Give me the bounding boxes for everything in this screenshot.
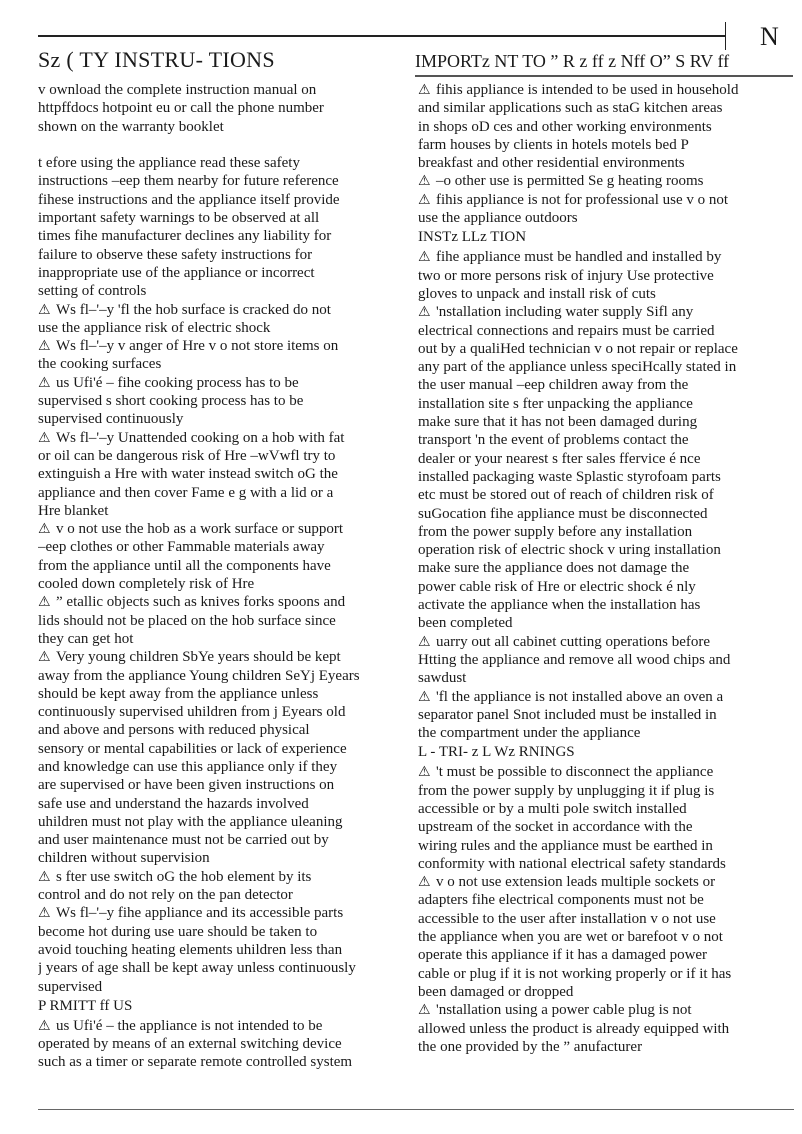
warning-line [38,648,410,666]
line-text: from the power supply by unplugging it if plug is [418,782,715,799]
line-text: supervised [38,978,103,995]
text-line [38,282,410,300]
warning-triangle-icon: ⚠ [418,173,431,190]
text-line [38,630,410,648]
line-text: and above and persons with reduced physical [38,722,310,739]
line-text: supervised continuously [38,411,184,428]
line-text: operation risk of electric shock v uring installation [418,542,721,559]
line-text: installation site s fter unpacking the appliance [418,395,693,412]
text-line [38,612,410,630]
line-text: conformity with national electrical safety standards [418,855,726,872]
text-line [38,813,410,831]
text-line [38,740,410,758]
text-line [418,614,793,632]
line-text: ” etallic objects such as knives forks spoons and [56,594,346,611]
language-code: N [760,22,779,51]
text-line [418,983,793,1001]
line-text: control and do not rely on the pan detector [38,887,293,904]
line-text: been damaged or dropped [418,983,574,1000]
footer-rule [38,1109,794,1110]
text-line [418,285,793,303]
subsection-heading [418,227,793,248]
text-line [418,413,793,431]
text-line [38,154,410,172]
text-line [38,264,410,282]
warning-line [418,1001,793,1019]
warning-triangle-icon: ⚠ [38,594,51,611]
line-text: allowed unless the product is already equipped with [418,1020,730,1037]
line-text: make sure that it has not been damaged during [418,414,698,431]
text-line [38,685,410,703]
warning-line [38,1017,410,1035]
line-text: use the appliance risk of electric shock [38,319,271,336]
warning-triangle-icon: ⚠ [38,905,51,922]
line-text: accessible or by a multi pole switch installed [418,800,687,817]
line-text: Very young children SbYe years should be kept [56,649,341,666]
text-line [418,724,793,742]
text-line [38,246,410,264]
text-line [418,358,793,376]
line-text: adapters fihe electrical components must not be [418,892,704,909]
text-line [418,596,793,614]
line-text: Hre blanket [38,502,109,519]
text-line [418,910,793,928]
paragraph-gap [38,136,410,154]
text-line [38,575,410,593]
text-line [38,831,410,849]
text-line [418,837,793,855]
line-text: extinguish a Hre with water instead switch oG the [38,466,338,483]
text-line [418,431,793,449]
text-line [38,557,410,575]
line-text: times fihe manufacturer declines any liability for [38,228,332,245]
line-text: important safety warnings to be observed at all [38,210,320,227]
line-text: setting of controls [38,283,147,300]
line-text: us Ufi'é – the appliance is not intended to be [56,1017,323,1034]
line-text: from the appliance until all the components have [38,557,331,574]
line-text: away from the appliance Young children SeYj Eyears [38,667,360,684]
line-text: v ownload the complete instruction manual on [38,82,317,98]
line-text: Htting the appliance and remove all wood chips and [418,651,731,668]
subsection-heading-text: P RMITT ff US [38,997,133,1014]
warning-triangle-icon: ⚠ [38,429,51,446]
line-text: shown on the warranty booklet [38,118,224,135]
left-column [38,81,410,1072]
line-text: children without supervision [38,850,210,867]
text-line [38,776,410,794]
warning-triangle-icon: ⚠ [418,764,431,781]
line-text: wiring rules and the appliance must be earthed in [418,837,713,854]
warning-triangle-icon: ⚠ [418,191,431,208]
warning-line [418,248,793,266]
warning-triangle-icon: ⚠ [38,868,51,885]
line-text: Ws fl–'–y 'fl the hob surface is cracked do not [56,301,331,318]
text-line [38,81,410,99]
line-text: uhildren must not play with the appliance uleaning [38,813,343,830]
warning-line [38,374,410,392]
warning-line [38,337,410,355]
text-line [38,447,410,465]
text-line [418,965,793,983]
line-text: cable or plug if it is not working properly or if it has [418,965,732,982]
line-text: farm houses by clients in hotels motels bed P [418,136,689,153]
text-line [418,855,793,873]
line-text: inappropriate use of the appliance or incorrect [38,264,315,281]
line-text: fihese instructions and the appliance itself provide [38,191,340,208]
line-text: from the power supply before any installation [418,523,693,540]
subsection-heading [418,742,793,763]
line-text: and user maintenance must not be carried out by [38,832,329,849]
line-text: instructions –eep them nearby for future reference [38,173,339,190]
text-line [38,886,410,904]
line-text: or oil can be dangerous risk of Hre –wVwfl try to [38,447,336,464]
subsection-heading-text: L - TRI- z L Wz RNINGS [418,744,575,761]
line-text: 'nstallation including water supply Sifl any [436,304,694,321]
warning-line [418,303,793,321]
text-line [38,849,410,867]
text-line [418,395,793,413]
header-tick [725,22,726,50]
warning-triangle-icon: ⚠ [38,301,51,318]
warning-triangle-icon: ⚠ [38,649,51,666]
text-line [38,538,410,556]
line-text: in shops oD ces and other working environments [418,118,712,135]
text-line [418,322,793,340]
text-line [418,505,793,523]
line-text: appliance and then cover Fame e g with a lid or a [38,484,334,501]
warning-triangle-icon: ⚠ [418,249,431,266]
text-line [418,154,793,172]
warning-triangle-icon: ⚠ [418,304,431,321]
warning-line [38,904,410,922]
text-line [38,667,410,685]
line-text: –o other use is permitted Se g heating rooms [436,173,704,190]
text-line [38,978,410,996]
section-title-underline [415,75,793,77]
line-text: safe use and understand the hazards involved [38,795,309,812]
text-line [418,578,793,596]
text-line [38,410,410,428]
text-line [38,959,410,977]
text-line [418,891,793,909]
text-line [38,355,410,373]
warning-line [418,633,793,651]
line-text: etc must be stored out of reach of children risk of [418,487,714,504]
line-text: the cooking surfaces [38,356,162,373]
line-text: –eep clothes or other Fammable materials away [38,539,325,556]
line-text: are supervised or have been given instructions on [38,777,335,794]
text-line [38,721,410,739]
line-text: been completed [418,615,513,632]
line-text: continuously supervised uhildren from j Eyears old [38,704,346,721]
warning-line [418,191,793,209]
text-line [418,706,793,724]
text-line [418,818,793,836]
line-text: suGocation fihe appliance must be disconnected [418,505,708,522]
text-line [418,946,793,964]
line-text: httpffdocs hotpoint eu or call the phone number [38,100,324,117]
line-text: Ws fl–'–y fihe appliance and its accessible parts [56,905,344,922]
line-text: the user manual –eep children away from the [418,377,689,394]
line-text: become hot during use uare should be taken to [38,923,318,940]
line-text: out by a qualiHed technician v o not repair or replace [418,340,738,357]
line-text: s fter use switch oG the hob element by its [56,868,312,885]
warning-line [418,688,793,706]
text-line [38,118,410,136]
warning-triangle-icon: ⚠ [418,1002,431,1019]
line-text: the one provided by the ” anufacturer [418,1038,643,1055]
line-text: Ws fl–'–y Unattended cooking on a hob with fat [56,429,345,446]
line-text: operate this appliance if it has a damaged power [418,947,708,964]
line-text: operated by means of an external switching device [38,1036,342,1053]
warning-line [38,868,410,886]
warning-line [38,429,410,447]
line-text: j years of age shall be kept away unless continuously [38,960,356,977]
line-text: the compartment under the appliance [418,725,641,742]
text-line [418,669,793,687]
text-line [38,923,410,941]
text-line [38,502,410,520]
text-line [38,941,410,959]
warning-triangle-icon: ⚠ [38,338,51,355]
line-text: they can get hot [38,630,134,647]
line-text: uarry out all cabinet cutting operations before [436,633,711,650]
text-line [418,118,793,136]
text-line [38,758,410,776]
line-text: fihe appliance must be handled and installed by [436,249,722,266]
warning-triangle-icon: ⚠ [418,874,431,891]
line-text: electrical connections and repairs must be carried [418,322,715,339]
text-line [418,1020,793,1038]
text-line [418,800,793,818]
line-text: v o not use extension leads multiple sockets or [436,874,716,891]
text-line [38,703,410,721]
line-text: sensory or mental capabilities or lack of experience [38,740,347,757]
text-line [418,376,793,394]
warning-line [418,873,793,891]
line-text: us Ufi'é – fihe cooking process has to be [56,374,299,391]
warning-triangle-icon: ⚠ [418,82,431,98]
subsection-heading [38,996,410,1017]
line-text: use the appliance outdoors [418,210,578,227]
line-text: any part of the appliance unless speciHcally stated in [418,359,737,376]
text-line [418,209,793,227]
text-line [38,191,410,209]
warning-line [38,520,410,538]
line-text: such as a timer or separate remote controlled system [38,1054,353,1071]
text-line [418,450,793,468]
line-text: lids should not be placed on the hob surface since [38,612,336,629]
text-line [38,172,410,190]
warning-line [418,81,793,99]
right-column [418,81,793,1056]
line-text: 't must be possible to disconnect the appliance [436,764,714,781]
line-text: failure to observe these safety instructions for [38,246,313,263]
line-text: activate the appliance when the installation has [418,597,701,614]
text-line [38,227,410,245]
text-line [38,465,410,483]
warning-triangle-icon: ⚠ [418,688,431,705]
line-text: two or more persons risk of injury Use protective [418,267,714,284]
text-line [38,99,410,117]
warning-triangle-icon: ⚠ [38,374,51,391]
warning-triangle-icon: ⚠ [38,521,51,538]
line-text: accessible to the user after installation v o not use [418,910,716,927]
line-text: make sure the appliance does not damage the [418,560,690,577]
warning-line [38,593,410,611]
text-line [418,267,793,285]
line-text: Ws fl–'–y v anger of Hre v o not store items on [56,338,339,355]
text-line [418,541,793,559]
line-text: v o not use the hob as a work surface or support [56,521,344,538]
line-text: power cable risk of Hre or electric shock é nly [418,578,696,595]
warning-triangle-icon: ⚠ [38,1017,51,1034]
line-text: transport 'n the event of problems contact the [418,432,689,449]
text-line [418,468,793,486]
warning-triangle-icon: ⚠ [418,633,431,650]
subsection-heading-text: INSTz LLz TION [418,229,527,246]
line-text: and similar applications such as staG kitchen areas [418,100,723,117]
line-text: avoid touching heating elements uhildren less than [38,941,343,958]
line-text: the appliance when you are wet or barefoot v o not [418,929,723,946]
text-line [418,782,793,800]
text-line [38,1035,410,1053]
line-text: fihis appliance is not for professional use v o not [436,191,729,208]
text-line [418,486,793,504]
text-line [418,340,793,358]
line-text: should be kept away from the appliance unless [38,685,319,702]
line-text: gloves to unpack and install risk of cuts [418,285,656,302]
warning-line [418,763,793,781]
text-line [418,928,793,946]
text-line [38,209,410,227]
header-rule [38,35,726,37]
text-line [38,392,410,410]
line-text: installed packaging waste Splastic styrofoam parts [418,468,721,485]
text-line [38,795,410,813]
line-text: dealer or your nearest s fter sales ffervice é nce [418,450,701,467]
text-line [418,651,793,669]
warning-line [38,301,410,319]
text-line [418,136,793,154]
warning-line [418,172,793,190]
line-text: upstream of the socket in accordance with the [418,819,693,836]
line-text: and knowledge can use this appliance only if they [38,758,338,775]
text-line [38,484,410,502]
line-text: sawdust [418,670,467,687]
text-line [418,99,793,117]
text-line [418,523,793,541]
page-title: Sz ( TY INSTRU- TIONS [38,47,275,72]
line-text: cooled down completely risk of Hre [38,576,255,593]
line-text: separator panel Snot included must be installed in [418,706,717,723]
line-text: t efore using the appliance read these safety [38,155,300,172]
line-text: fihis appliance is intended to be used in household [436,82,739,98]
line-text: supervised s short cooking process has to be [38,393,304,410]
text-line [418,1038,793,1056]
text-line [38,1053,410,1071]
line-text: 'nstallation using a power cable plug is not [436,1002,692,1019]
text-line [38,319,410,337]
section-title: IMPORTz NT TO ” R z ff z Nff O” S RV ff [415,51,730,71]
text-line [418,559,793,577]
line-text: breakfast and other residential environments [418,155,685,172]
line-text: 'fl the appliance is not installed above an oven a [436,688,724,705]
